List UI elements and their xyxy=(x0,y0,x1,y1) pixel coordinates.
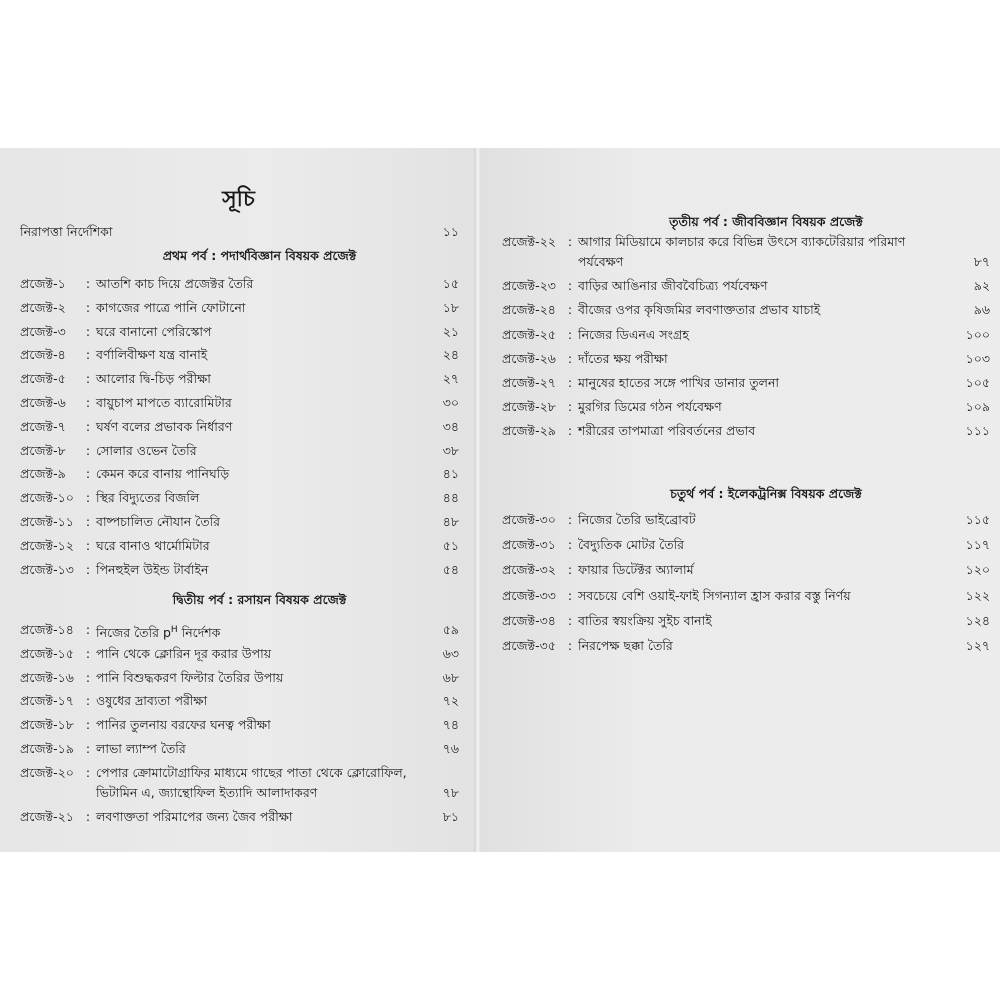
separator: : xyxy=(567,423,573,439)
project-title-line: পেপার ক্রোমাটোগ্রাফির মাধ্যমে গাছের পাতা থেকে ক্লোরোফিল, xyxy=(96,764,407,780)
toc-entry xyxy=(502,537,990,553)
toc-entry xyxy=(502,302,990,318)
page-number: ৫৪ xyxy=(442,561,459,577)
separator: : xyxy=(85,622,91,637)
project-number: প্রজেক্ট-১১ xyxy=(20,514,74,529)
project-number: প্রজেক্ট-২৬ xyxy=(502,350,556,366)
project-title: ঘর্ষণ বলের প্রভাবক নির্ধারণ xyxy=(96,418,233,434)
project-number: প্রজেক্ট-২৯ xyxy=(502,423,556,439)
toc-entry xyxy=(20,622,459,641)
page-number: ১২২ xyxy=(965,587,990,603)
separator: : xyxy=(85,537,91,553)
separator: : xyxy=(567,278,573,294)
page-number: ২৪ xyxy=(442,347,459,363)
toc-entry xyxy=(20,466,459,482)
page-number: ৭৪ xyxy=(442,717,459,733)
project-number: প্রজেক্ট-৪ xyxy=(20,347,66,363)
title-text: নির্দেশক xyxy=(177,625,221,641)
project-title: কেমন করে বানায় পানিঘড়ি xyxy=(96,466,230,482)
separator: : xyxy=(85,669,91,685)
project-number: প্রজেক্ট-১৪ xyxy=(20,622,74,637)
project-number: প্রজেক্ট-১৯ xyxy=(20,741,74,756)
project-number: প্রজেক্ট-৫ xyxy=(20,371,66,387)
project-title: বর্ণালিবীক্ষণ যন্ত্র বানাই xyxy=(96,347,208,363)
page-number: ৯৬ xyxy=(973,302,990,318)
toc-entry xyxy=(502,327,990,343)
page-number: ৪১ xyxy=(442,466,459,482)
page-number: ১১৫ xyxy=(965,512,990,527)
separator: : xyxy=(85,717,91,733)
project-number: প্রজেক্ট-৯ xyxy=(20,466,66,482)
separator: : xyxy=(567,302,573,318)
page-number: ৭২ xyxy=(442,693,459,709)
project-title: সোলার ওভেন তৈরি xyxy=(96,442,197,458)
page-number: ৫১ xyxy=(442,537,459,553)
toc-entry xyxy=(20,324,459,340)
project-title: শরীরের তাপমাত্রা পরিবর্তনের প্রভাব xyxy=(578,423,756,439)
page-number: ৬৩ xyxy=(442,645,459,661)
project-title: ঘরে বানাও থার্মোমিটার xyxy=(96,537,210,553)
project-number: প্রজেক্ট-২৩ xyxy=(502,278,556,294)
separator: : xyxy=(85,371,91,387)
project-title-line: ভিটামিন এ, জ্যান্থোফিল ইত্যাদি আলাদাকরণ xyxy=(96,784,318,800)
project-number: প্রজেক্ট-১৬ xyxy=(20,669,74,685)
page-number: ৫৯ xyxy=(442,622,459,637)
project-title: বাষ্পচালিত নৌযান তৈরি xyxy=(96,514,221,529)
toc-entry xyxy=(20,276,459,292)
toc-entry xyxy=(502,638,990,654)
toc-entry xyxy=(20,562,459,578)
left-page xyxy=(0,148,477,852)
page-number: ১০৫ xyxy=(965,375,990,390)
project-title: দাঁতের ক্ষয় পরীক্ষা xyxy=(578,350,668,366)
separator: : xyxy=(567,638,573,653)
project-title: বায়ুচাপ মাপতে ব্যারোমিটার xyxy=(96,395,232,410)
project-title: বাড়ির আঙিনার জীববৈচিত্র্য পর্যবেক্ষণ xyxy=(578,278,768,294)
project-title: কাগজের পাত্রে পানি ফোটানো xyxy=(96,299,246,315)
project-number: প্রজেক্ট-১৭ xyxy=(20,693,74,709)
project-title: নিজের তৈরি ভাইব্রোবট xyxy=(578,512,696,527)
page-number: ১৮ xyxy=(442,299,459,315)
page-number: ৩৮ xyxy=(442,442,459,458)
page-number: ৪৮ xyxy=(442,514,459,529)
separator: : xyxy=(567,350,573,366)
page-number: ৩০ xyxy=(442,395,459,410)
section-title: তৃতীয় পর্ব : জীববিজ্ঞান বিষয়ক প্রজেক্ট xyxy=(669,214,863,229)
page-number: ১০৩ xyxy=(965,350,990,366)
toc-entry xyxy=(502,588,990,604)
separator: : xyxy=(85,323,91,339)
toc-entry xyxy=(502,423,990,439)
project-title: সবচেয়ে বেশি ওয়াই-ফাই সিগন্যাল হ্রাস করার বস্তু নির্ণয় xyxy=(578,587,851,603)
project-title: ফায়ার ডিটেক্টর অ্যালার্ম xyxy=(578,562,694,578)
separator: : xyxy=(85,418,91,434)
project-number: প্রজেক্ট-৩৪ xyxy=(502,612,556,628)
separator: : xyxy=(85,808,91,824)
separator: : xyxy=(567,326,573,342)
separator: : xyxy=(85,561,91,577)
project-title: বীজের ওপর কৃষিজমির লবণাক্ততার প্রভাব যাচাই xyxy=(578,302,821,318)
separator: : xyxy=(85,514,91,529)
project-number: প্রজেক্ট-৩৫ xyxy=(502,638,556,653)
project-title xyxy=(578,234,946,270)
page-number: ৬৮ xyxy=(442,669,459,685)
separator: : xyxy=(85,693,91,709)
page-number: ১১১ xyxy=(965,423,990,439)
separator: : xyxy=(85,764,91,780)
page-number: ৯২ xyxy=(973,278,990,294)
page-number: ৮৭ xyxy=(973,254,990,269)
title-superscript: H xyxy=(170,625,178,635)
separator: : xyxy=(85,299,91,315)
section-heading-electronics xyxy=(502,486,990,502)
toc-entry xyxy=(20,395,459,411)
toc-entry xyxy=(20,693,459,709)
page-number: ৭৬ xyxy=(442,741,459,756)
project-title: নিজের ডিএনএ সংগ্রহ xyxy=(578,326,689,342)
toc-entry xyxy=(20,717,459,733)
toc-entry xyxy=(502,512,990,528)
project-title: পানি থেকে ক্লোরিন দূর করার উপায় xyxy=(96,645,272,661)
section-title: প্রথম পর্ব : পদার্থবিজ্ঞান বিষয়ক প্রজেক্ট xyxy=(162,248,357,263)
project-number: প্রজেক্ট-২৫ xyxy=(502,326,556,342)
separator: : xyxy=(85,741,91,756)
project-title: লাভা ল্যাম্প তৈরি xyxy=(96,741,186,756)
separator: : xyxy=(85,466,91,482)
toc-entry xyxy=(20,514,459,530)
toc-entry xyxy=(502,562,990,578)
project-number: প্রজেক্ট-২৭ xyxy=(502,375,556,390)
separator: : xyxy=(567,612,573,628)
project-number: প্রজেক্ট-১৩ xyxy=(20,561,74,577)
separator: : xyxy=(85,490,91,506)
project-number: প্রজেক্ট-৮ xyxy=(20,442,66,458)
page-number: ৮১ xyxy=(442,808,459,824)
project-number: প্রজেক্ট-৩১ xyxy=(502,537,556,553)
project-number: প্রজেক্ট-৭ xyxy=(20,418,66,434)
page-number: ১৫ xyxy=(442,276,459,291)
section-heading-biology xyxy=(502,214,990,230)
project-number: প্রজেক্ট-২২ xyxy=(502,234,556,249)
separator: : xyxy=(85,276,91,291)
project-title: বৈদ্যুতিক মোটর তৈরি xyxy=(578,537,685,553)
page-number: ২১ xyxy=(442,323,459,339)
project-title: লবণাক্ততা পরিমাপের জন্য জৈব পরীক্ষা xyxy=(96,808,293,824)
project-number: প্রজেক্ট-২৮ xyxy=(502,399,556,415)
separator: : xyxy=(85,347,91,363)
toc-entry xyxy=(502,278,990,294)
toc-entry xyxy=(20,490,459,506)
separator: : xyxy=(567,399,573,415)
section-title: দ্বিতীয় পর্ব : রসায়ন বিষয়ক প্রজেক্ট xyxy=(172,592,347,607)
project-number: প্রজেক্ট-১৫ xyxy=(20,645,74,661)
project-title: ঘরে বানানো পেরিস্কোপ xyxy=(96,323,212,339)
toc-entry xyxy=(20,300,459,316)
page-number: ৪৪ xyxy=(442,490,459,506)
separator: : xyxy=(567,537,573,553)
toc-entry xyxy=(502,351,990,367)
toc-entry xyxy=(20,765,459,801)
project-number: প্রজেক্ট-১২ xyxy=(20,537,74,553)
project-title: পানির তুলনায় বরফের ঘনত্ব পরীক্ষা xyxy=(96,717,271,733)
toc-entry xyxy=(502,399,990,415)
project-number: প্রজেক্ট-১ xyxy=(20,276,66,291)
section-heading-physics xyxy=(20,248,459,264)
project-title: নিরপেক্ষ ছক্কা তৈরি xyxy=(578,638,673,653)
title-text: নিজের তৈরি p xyxy=(96,625,171,641)
separator: : xyxy=(85,442,91,458)
project-title: আতশি কাচ দিয়ে প্রজেক্টর তৈরি xyxy=(96,276,254,291)
project-number: প্রজেক্ট-৩২ xyxy=(502,562,556,578)
project-title: বাতির স্বয়ংক্রিয় সুইচ বানাই xyxy=(578,612,712,628)
toc-entry xyxy=(20,646,459,662)
project-title: স্থির বিদ্যুতের বিজলি xyxy=(96,490,200,506)
project-number: প্রজেক্ট-১০ xyxy=(20,490,74,506)
project-title: আলোর দ্বি-চিড় পরীক্ষা xyxy=(96,371,211,387)
page-number: ১১৭ xyxy=(965,537,990,553)
toc-entry xyxy=(20,741,459,757)
toc-entry xyxy=(20,347,459,363)
right-page xyxy=(480,148,1000,852)
project-title xyxy=(96,765,415,801)
separator: : xyxy=(567,587,573,603)
project-number: প্রজেক্ট-১৮ xyxy=(20,717,74,733)
page-number: ১২৪ xyxy=(965,612,990,628)
project-number: প্রজেক্ট-২১ xyxy=(20,808,74,824)
project-title: মানুষের হাতের সঙ্গে পাখির ডানার তুলনা xyxy=(578,375,780,390)
separator: : xyxy=(567,375,573,390)
separator: : xyxy=(567,234,573,249)
toc-entry xyxy=(502,375,990,391)
page-number: ১০৯ xyxy=(965,399,990,415)
project-title: মুরগির ডিমের গঠন পর্যবেক্ষণ xyxy=(578,399,722,415)
entry-title: নিরাপত্তা নির্দেশিকা xyxy=(20,224,113,239)
toc-entry xyxy=(20,538,459,554)
project-title xyxy=(96,622,415,641)
project-number: প্রজেক্ট-৩ xyxy=(20,323,66,339)
page-number: ১০০ xyxy=(965,326,990,342)
safety-entry xyxy=(20,224,459,240)
page-number: ৩৪ xyxy=(442,418,459,434)
toc-entry xyxy=(502,234,990,270)
page-number: ২৭ xyxy=(442,371,459,387)
project-number: প্রজেক্ট-২৪ xyxy=(502,302,556,318)
project-number: প্রজেক্ট-৬ xyxy=(20,395,66,410)
toc-entry xyxy=(20,419,459,435)
project-number: প্রজেক্ট-২০ xyxy=(20,764,74,780)
project-title: পিনহুইল উইন্ড টার্বাইন xyxy=(96,561,209,577)
project-title: ওষুধের দ্রাব্যতা পরীক্ষা xyxy=(96,693,208,709)
toc-entry xyxy=(502,613,990,629)
section-heading-chemistry xyxy=(20,592,459,608)
section-title: চতুর্থ পর্ব : ইলেকট্রনিক্স বিষয়ক প্রজেক্ট xyxy=(670,486,862,501)
project-title-line: আগার মিডিয়ামে কালচার করে বিভিন্ন উৎসে ব্যাকটেরিয়ার পরিমাণ xyxy=(578,234,906,249)
separator: : xyxy=(567,562,573,578)
page-number: ৭৮ xyxy=(442,784,459,800)
page-number: ১২০ xyxy=(965,562,990,578)
page-number: ১২৭ xyxy=(965,638,990,653)
project-number: প্রজেক্ট-২ xyxy=(20,299,66,315)
separator: : xyxy=(85,395,91,410)
entry-page: ১১ xyxy=(442,224,459,239)
project-title: পানি বিশুদ্ধকরণ ফিল্টার তৈরির উপায় xyxy=(96,669,284,685)
toc-entry xyxy=(20,371,459,387)
separator: : xyxy=(567,512,573,527)
toc-entry xyxy=(20,443,459,459)
toc-entry xyxy=(20,670,459,686)
project-number: প্রজেক্ট-৩৩ xyxy=(502,587,556,603)
separator: : xyxy=(85,645,91,661)
project-number: প্রজেক্ট-৩০ xyxy=(502,512,556,527)
toc-entry xyxy=(20,809,459,825)
project-title-line: পর্যবেক্ষণ xyxy=(578,254,624,269)
toc-title: সূচি xyxy=(222,186,255,212)
